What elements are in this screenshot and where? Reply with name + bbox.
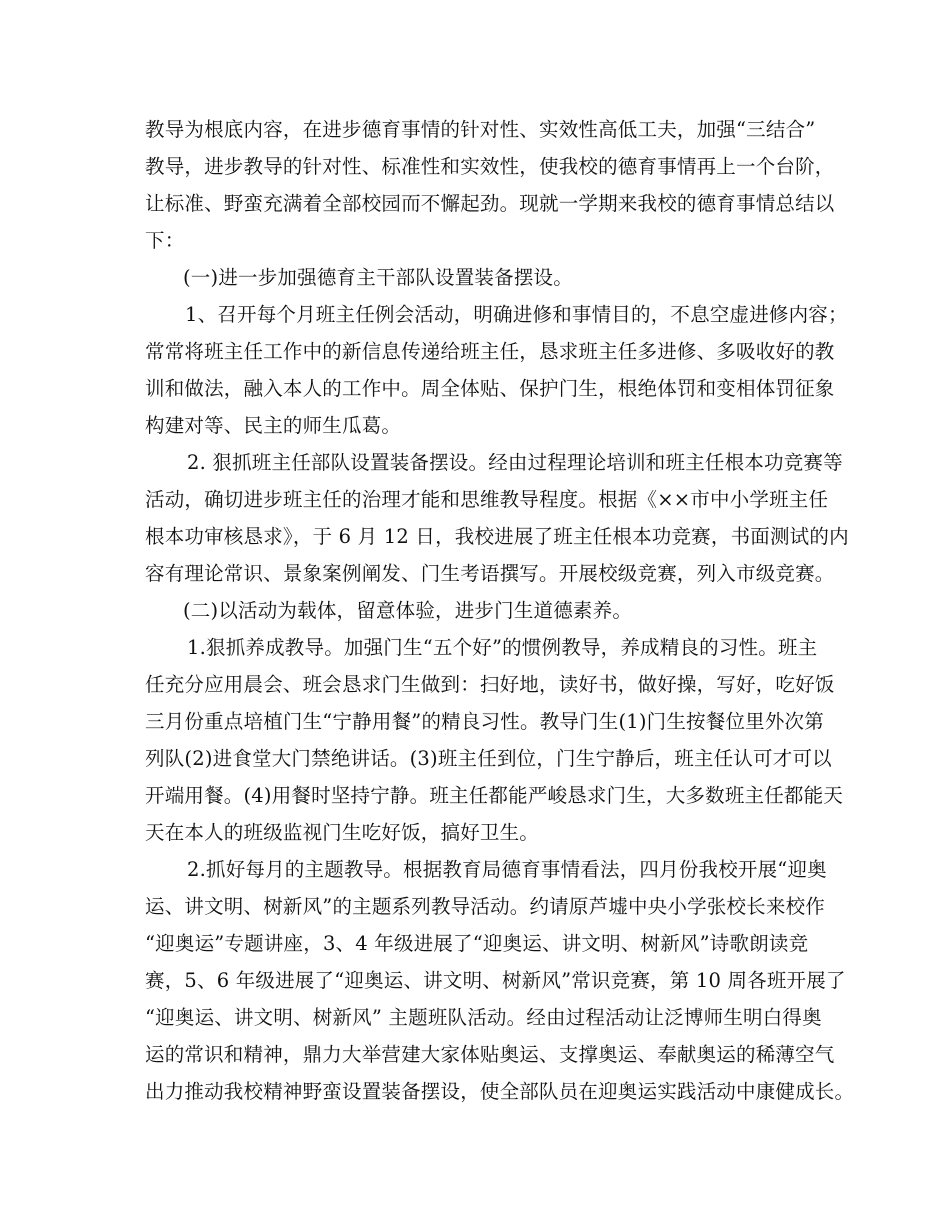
text-line: 1.狠抓养成教导。加强门生“五个好”的惯例教导，养成精良的习性。班主 (187, 636, 818, 659)
text-line: 常常将班主任工作中的新信息传递给班主任，恳求班主任多进修、多吸收好的教 (145, 340, 835, 363)
text-line: 教导，进步教导的针对性、标准性和实效性，使我校的德育事情再上一个台阶， (145, 155, 835, 178)
text-line: 1、召开每个月班主任例会活动，明确进修和事情目的，不息空虚进修内容； (185, 303, 848, 326)
text-line: “迎奥运、讲文明、树新风” 主题班队活动。经由过程活动让泛博师生明白得奥 (145, 1006, 822, 1029)
text-line: 三月份重点培植门生“宁静用餐”的精良习性。教导门生(1)门生按餐位里外次第 (145, 710, 824, 733)
text-line: 容有理论常识、景象案例阐发、门生考语撰写。开展校级竞赛，列入市级竞赛。 (145, 562, 835, 585)
text-line: 赛，5、6 年级进展了“迎奥运、讲文明、树新风”常识竞赛，第 10 周各班开展了 (145, 969, 846, 992)
text-line: 天在本人的班级监视门生吃好饭，搞好卫生。 (145, 821, 540, 844)
text-line: 出力推动我校精神野蛮设置装备摆设，使全部队员在迎奥运实践活动中康健成长。 (145, 1080, 855, 1103)
text-line: 开端用餐。(4)用餐时坚持宁静。班主任都能严峻恳求门生，大多数班主任都能天 (145, 784, 844, 807)
text-line: 2.抓好每月的主题教导。根据教育局德育事情看法，四月份我校开展“迎奥 (187, 858, 827, 881)
text-line: 教导为根底内容，在进步德育事情的针对性、实效性高低工夫，加强“三结合” (145, 118, 816, 141)
text-line: 2. 狠抓班主任部队设置装备摆设。经由过程理论培训和班主任根本功竞赛等 (187, 451, 843, 474)
text-line: 列队(2)进食堂大门禁绝讲话。(3)班主任到位，门生宁静后，班主任认可才可以 (145, 747, 832, 770)
text-line: 根本功审核恳求》，于 6 月 12 日，我校进展了班主任根本功竞赛，书面测试的内 (145, 525, 849, 548)
text-line: 下： (145, 229, 185, 252)
text-line: 运、讲文明、树新风”的主题系列教导活动。约请原芦墟中央小学张校长来校作 (145, 895, 825, 918)
text-line: 活动，确切进步班主任的治理才能和思维教导程度。根据《××市中小学班主任 (145, 488, 829, 511)
text-line: 训和做法，融入本人的工作中。周全体贴、保护门生，根绝体罚和变相体罚征象 (145, 377, 835, 400)
text-line: 运的常识和精神，鼎力大举营建大家体贴奥运、支撑奥运、奉献奥运的稀薄空气 (145, 1043, 835, 1066)
text-line: 构建对等、民主的师生瓜葛。 (145, 414, 402, 437)
text-line: “迎奥运”专题讲座，3、4 年级进展了“迎奥运、讲文明、树新风”诗歌朗读竞 (145, 932, 809, 955)
text-line: 让标准、野蛮充满着全部校园而不懈起劲。现就一学期来我校的德育事情总结以 (145, 192, 835, 215)
text-line: 任充分应用晨会、班会恳求门生做到：扫好地，读好书，做好操，写好，吃好饭 (145, 673, 835, 696)
section-heading: (二)以活动为载体，留意体验，进步门生道德素养。 (183, 599, 633, 622)
section-heading: (一)进一步加强德育主干部队设置装备摆设。 (183, 266, 573, 289)
